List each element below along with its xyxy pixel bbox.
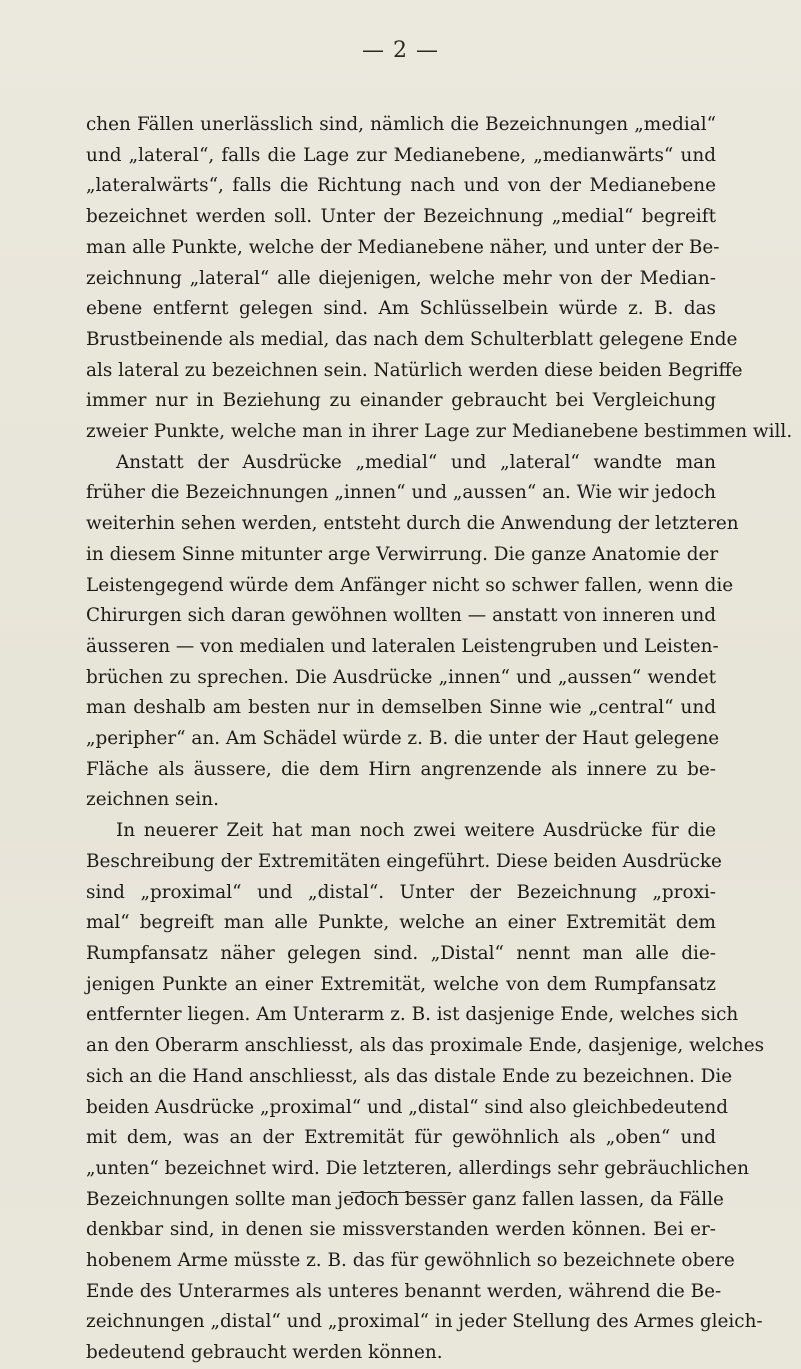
text-line: Bezeichnungen sollte man jedoch besser ganz fallen lassen, da Fälle bbox=[86, 1188, 724, 1210]
text-line: entfernter liegen. Am Unterarm z. B. ist dasjenige Ende, welches sich bbox=[86, 1004, 739, 1026]
text-line: bezeichnet werden soll. Unter der Bezeichnung „medial“ begreift bbox=[86, 206, 716, 228]
text-line: man alle Punkte, welche der Medianebene näher, und unter der Be- bbox=[86, 236, 720, 258]
paragraph bbox=[86, 816, 765, 1369]
text-line: Fläche als äussere, die dem Hirn angrenzende als innere zu be- bbox=[86, 758, 716, 780]
text-line: Leistengegend würde dem Anfänger nicht so schwer fallen, wenn die bbox=[86, 574, 734, 596]
page-number: — 2 — bbox=[362, 38, 439, 63]
paragraph bbox=[86, 110, 793, 448]
text-line: weiterhin sehen werden, entsteht durch die Anwendung der letzteren bbox=[86, 513, 739, 535]
footer-rule bbox=[351, 1192, 452, 1193]
text-line: als lateral zu bezeichnen sein. Natürlich werden diese beiden Begriffe bbox=[86, 359, 743, 381]
text-line: zeichnungen „distal“ und „proximal“ in jeder Stellung des Armes gleich- bbox=[86, 1311, 763, 1333]
text-line: Rumpfansatz näher gelegen sind. „Distal“ nennt man alle die- bbox=[86, 942, 716, 964]
text-line: „peripher“ an. Am Schädel würde z. B. die unter der Haut gelegene bbox=[86, 728, 720, 750]
text-line: früher die Bezeichnungen „innen“ und „aussen“ an. Wie wir jedoch bbox=[86, 482, 716, 504]
text-line: zeichnen sein. bbox=[86, 789, 219, 811]
text-line: „unten“ bezeichnet wird. Die letzteren, allerdings sehr gebräuchlichen bbox=[86, 1157, 749, 1179]
text-line: mal“ begreift man alle Punkte, welche an einer Extremität dem bbox=[86, 912, 716, 934]
text-line: in diesem Sinne mitunter arge Verwirrung. Die ganze Anatomie der bbox=[86, 543, 719, 565]
text-line: äusseren — von medialen und lateralen Leistengruben und Leisten- bbox=[86, 635, 719, 657]
text-line: man deshalb am besten nur in demselben Sinne wie „central“ und bbox=[86, 697, 716, 719]
text-line: chen Fällen unerlässlich sind, nämlich die Bezeichnungen „medial“ bbox=[86, 114, 716, 135]
text-line: Anstatt der Ausdrücke „medial“ und „lateral“ wandte man bbox=[116, 451, 716, 473]
paragraph bbox=[86, 448, 739, 816]
text-line: beiden Ausdrücke „proximal“ und „distal“ sind also gleichbedeutend bbox=[86, 1096, 728, 1118]
text-line: an den Oberarm anschliesst, als das proximale Ende, dasjenige, welches bbox=[86, 1035, 765, 1057]
text-line: denkbar sind, in denen sie missverstanden werden können. Bei er- bbox=[86, 1219, 716, 1241]
text-line: In neuerer Zeit hat man noch zwei weitere Ausdrücke für die bbox=[116, 820, 716, 842]
text-line: brüchen zu sprechen. Die Ausdrücke „innen“ und „aussen“ wendet bbox=[86, 666, 716, 688]
text-line: zeichnung „lateral“ alle diejenigen, welche mehr von der Median- bbox=[86, 267, 716, 289]
text-line: hobenem Arme müsste z. B. das für gewöhnlich so bezeichnete obere bbox=[86, 1250, 735, 1272]
text-line: Ende des Unterarmes als unteres benannt werden, während die Be- bbox=[86, 1280, 722, 1302]
text-line: ebene entfernt gelegen sind. Am Schlüsselbein würde z. B. das bbox=[86, 298, 716, 320]
text-line: sind „proximal“ und „distal“. Unter der Bezeichnung „proxi- bbox=[86, 881, 716, 903]
text-line: immer nur in Beziehung zu einander gebraucht bei Vergleichung bbox=[86, 390, 716, 412]
body-text bbox=[86, 110, 793, 1369]
text-line: Chirurgen sich daran gewöhnen wollten — anstatt von inneren und bbox=[86, 605, 716, 627]
text-line: bedeutend gebraucht werden können. bbox=[86, 1342, 443, 1364]
text-line: „lateralwärts“, falls die Richtung nach und von der Medianebene bbox=[86, 175, 716, 197]
text-line: zweier Punkte, welche man in ihrer Lage zur Medianebene bestimmen will. bbox=[86, 421, 793, 443]
text-line: sich an die Hand anschliesst, als das distale Ende zu bezeichnen. Die bbox=[86, 1065, 733, 1087]
text-line: Brustbeinende als medial, das nach dem Schulterblatt gelegene Ende bbox=[86, 328, 738, 350]
text-line: und „lateral“, falls die Lage zur Medianebene, „medianwärts“ und bbox=[86, 144, 716, 166]
text-line: Beschreibung der Extremitäten eingeführt. Diese beiden Ausdrücke bbox=[86, 850, 722, 872]
text-line: jenigen Punkte an einer Extremität, welche von dem Rumpfansatz bbox=[86, 973, 716, 995]
text-line: mit dem, was an der Extremität für gewöhnlich als „oben“ und bbox=[86, 1127, 716, 1149]
